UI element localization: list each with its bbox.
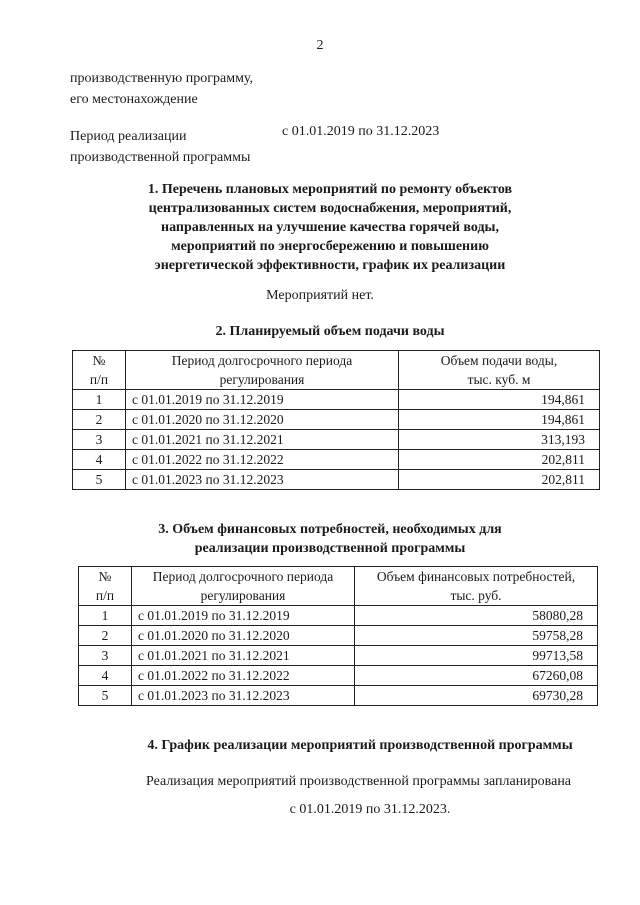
row-num: 3	[73, 430, 126, 450]
row-num: 4	[79, 666, 132, 686]
row-period: с 01.01.2023 по 31.12.2023	[126, 470, 399, 490]
header-value-line: Объем финансовых потребностей,	[376, 569, 576, 584]
header-period	[132, 567, 355, 606]
row-value: 202,811	[399, 450, 600, 470]
row-period: с 01.01.2019 по 31.12.2019	[126, 390, 399, 410]
header-num-line: п/п	[95, 588, 115, 603]
table-row	[73, 470, 600, 490]
table-row	[79, 606, 598, 626]
row-period: с 01.01.2021 по 31.12.2021	[132, 646, 355, 666]
section1-text: Мероприятий нет.	[266, 288, 374, 303]
header-num	[73, 351, 126, 390]
header-period-line: регулирования	[219, 372, 305, 387]
row-period: с 01.01.2021 по 31.12.2021	[126, 430, 399, 450]
table-header-row	[73, 351, 600, 390]
row-period: с 01.01.2023 по 31.12.2023	[132, 686, 355, 706]
intro-line-2: его местонахождение	[70, 92, 198, 107]
row-period: с 01.01.2022 по 31.12.2022	[126, 450, 399, 470]
row-value: 69730,28	[355, 686, 598, 706]
section1-title-line: мероприятий по энергосбережению и повышению	[171, 239, 489, 254]
intro-line-1: производственную программу,	[70, 71, 254, 86]
table-row	[79, 646, 598, 666]
header-value	[399, 351, 600, 390]
table-row	[73, 430, 600, 450]
header-value	[355, 567, 598, 606]
header-value-line: тыс. руб.	[450, 588, 502, 603]
period-value: с 01.01.2019 по 31.12.2023	[282, 124, 440, 139]
section1-title-line: направленных на улучшение качества горячей воды,	[161, 220, 499, 235]
header-period-line: Период долгосрочного периода	[152, 569, 334, 584]
table-row	[79, 686, 598, 706]
water-volume-table	[72, 350, 600, 490]
row-num: 2	[79, 626, 132, 646]
header-period	[126, 351, 399, 390]
financial-needs-table	[78, 566, 598, 706]
row-value: 67260,08	[355, 666, 598, 686]
row-num: 3	[79, 646, 132, 666]
row-period: с 01.01.2019 по 31.12.2019	[132, 606, 355, 626]
table-row	[73, 410, 600, 430]
row-num: 2	[73, 410, 126, 430]
row-value: 194,861	[399, 410, 600, 430]
table-header-row	[79, 567, 598, 606]
row-period: с 01.01.2022 по 31.12.2022	[132, 666, 355, 686]
table-row	[73, 390, 600, 410]
table-row	[79, 626, 598, 646]
page-number: 2	[316, 38, 324, 53]
row-period: с 01.01.2020 по 31.12.2020	[132, 626, 355, 646]
section2-title: 2. Планируемый объем подачи воды	[215, 324, 445, 339]
period-label-line-1: Период реализации	[70, 129, 187, 144]
header-period-line: регулирования	[200, 588, 286, 603]
row-num: 1	[79, 606, 132, 626]
header-num-line: №	[98, 569, 112, 584]
header-period-line: Период долгосрочного периода	[171, 353, 353, 368]
period-label	[70, 126, 250, 168]
section3-title-line: 3. Объем финансовых потребностей, необходимых для	[158, 522, 502, 537]
row-num: 5	[73, 470, 126, 490]
row-num: 1	[73, 390, 126, 410]
row-num: 5	[79, 686, 132, 706]
section4-line-2: с 01.01.2019 по 31.12.2023.	[289, 802, 451, 817]
period-label-line-2: производственной программы	[70, 150, 251, 165]
row-value: 313,193	[399, 430, 600, 450]
section1-title	[60, 180, 600, 275]
section1-title-line: 1. Перечень плановых мероприятий по ремонту объектов	[147, 182, 513, 197]
section4-line-1: Реализация мероприятий производственной программы запланирована	[146, 774, 572, 789]
row-value: 194,861	[399, 390, 600, 410]
section3-title-line: реализации производственной программы	[194, 541, 466, 556]
header-value-line: Объем подачи воды,	[440, 353, 558, 368]
table-row	[73, 450, 600, 470]
row-value: 99713,58	[355, 646, 598, 666]
section4-title: 4. График реализации мероприятий производственной программы	[147, 738, 573, 753]
table-row	[79, 666, 598, 686]
section1-title-line: централизованных систем водоснабжения, мероприятий,	[148, 201, 512, 216]
row-num: 4	[73, 450, 126, 470]
section3-title	[60, 520, 600, 558]
row-value: 58080,28	[355, 606, 598, 626]
header-num	[79, 567, 132, 606]
row-value: 59758,28	[355, 626, 598, 646]
header-value-line: тыс. куб. м	[467, 372, 531, 387]
row-period: с 01.01.2020 по 31.12.2020	[126, 410, 399, 430]
header-num-line: п/п	[89, 372, 109, 387]
header-num-line: №	[92, 353, 106, 368]
row-value: 202,811	[399, 470, 600, 490]
section1-title-line: энергетической эффективности, график их реализации	[154, 258, 506, 273]
